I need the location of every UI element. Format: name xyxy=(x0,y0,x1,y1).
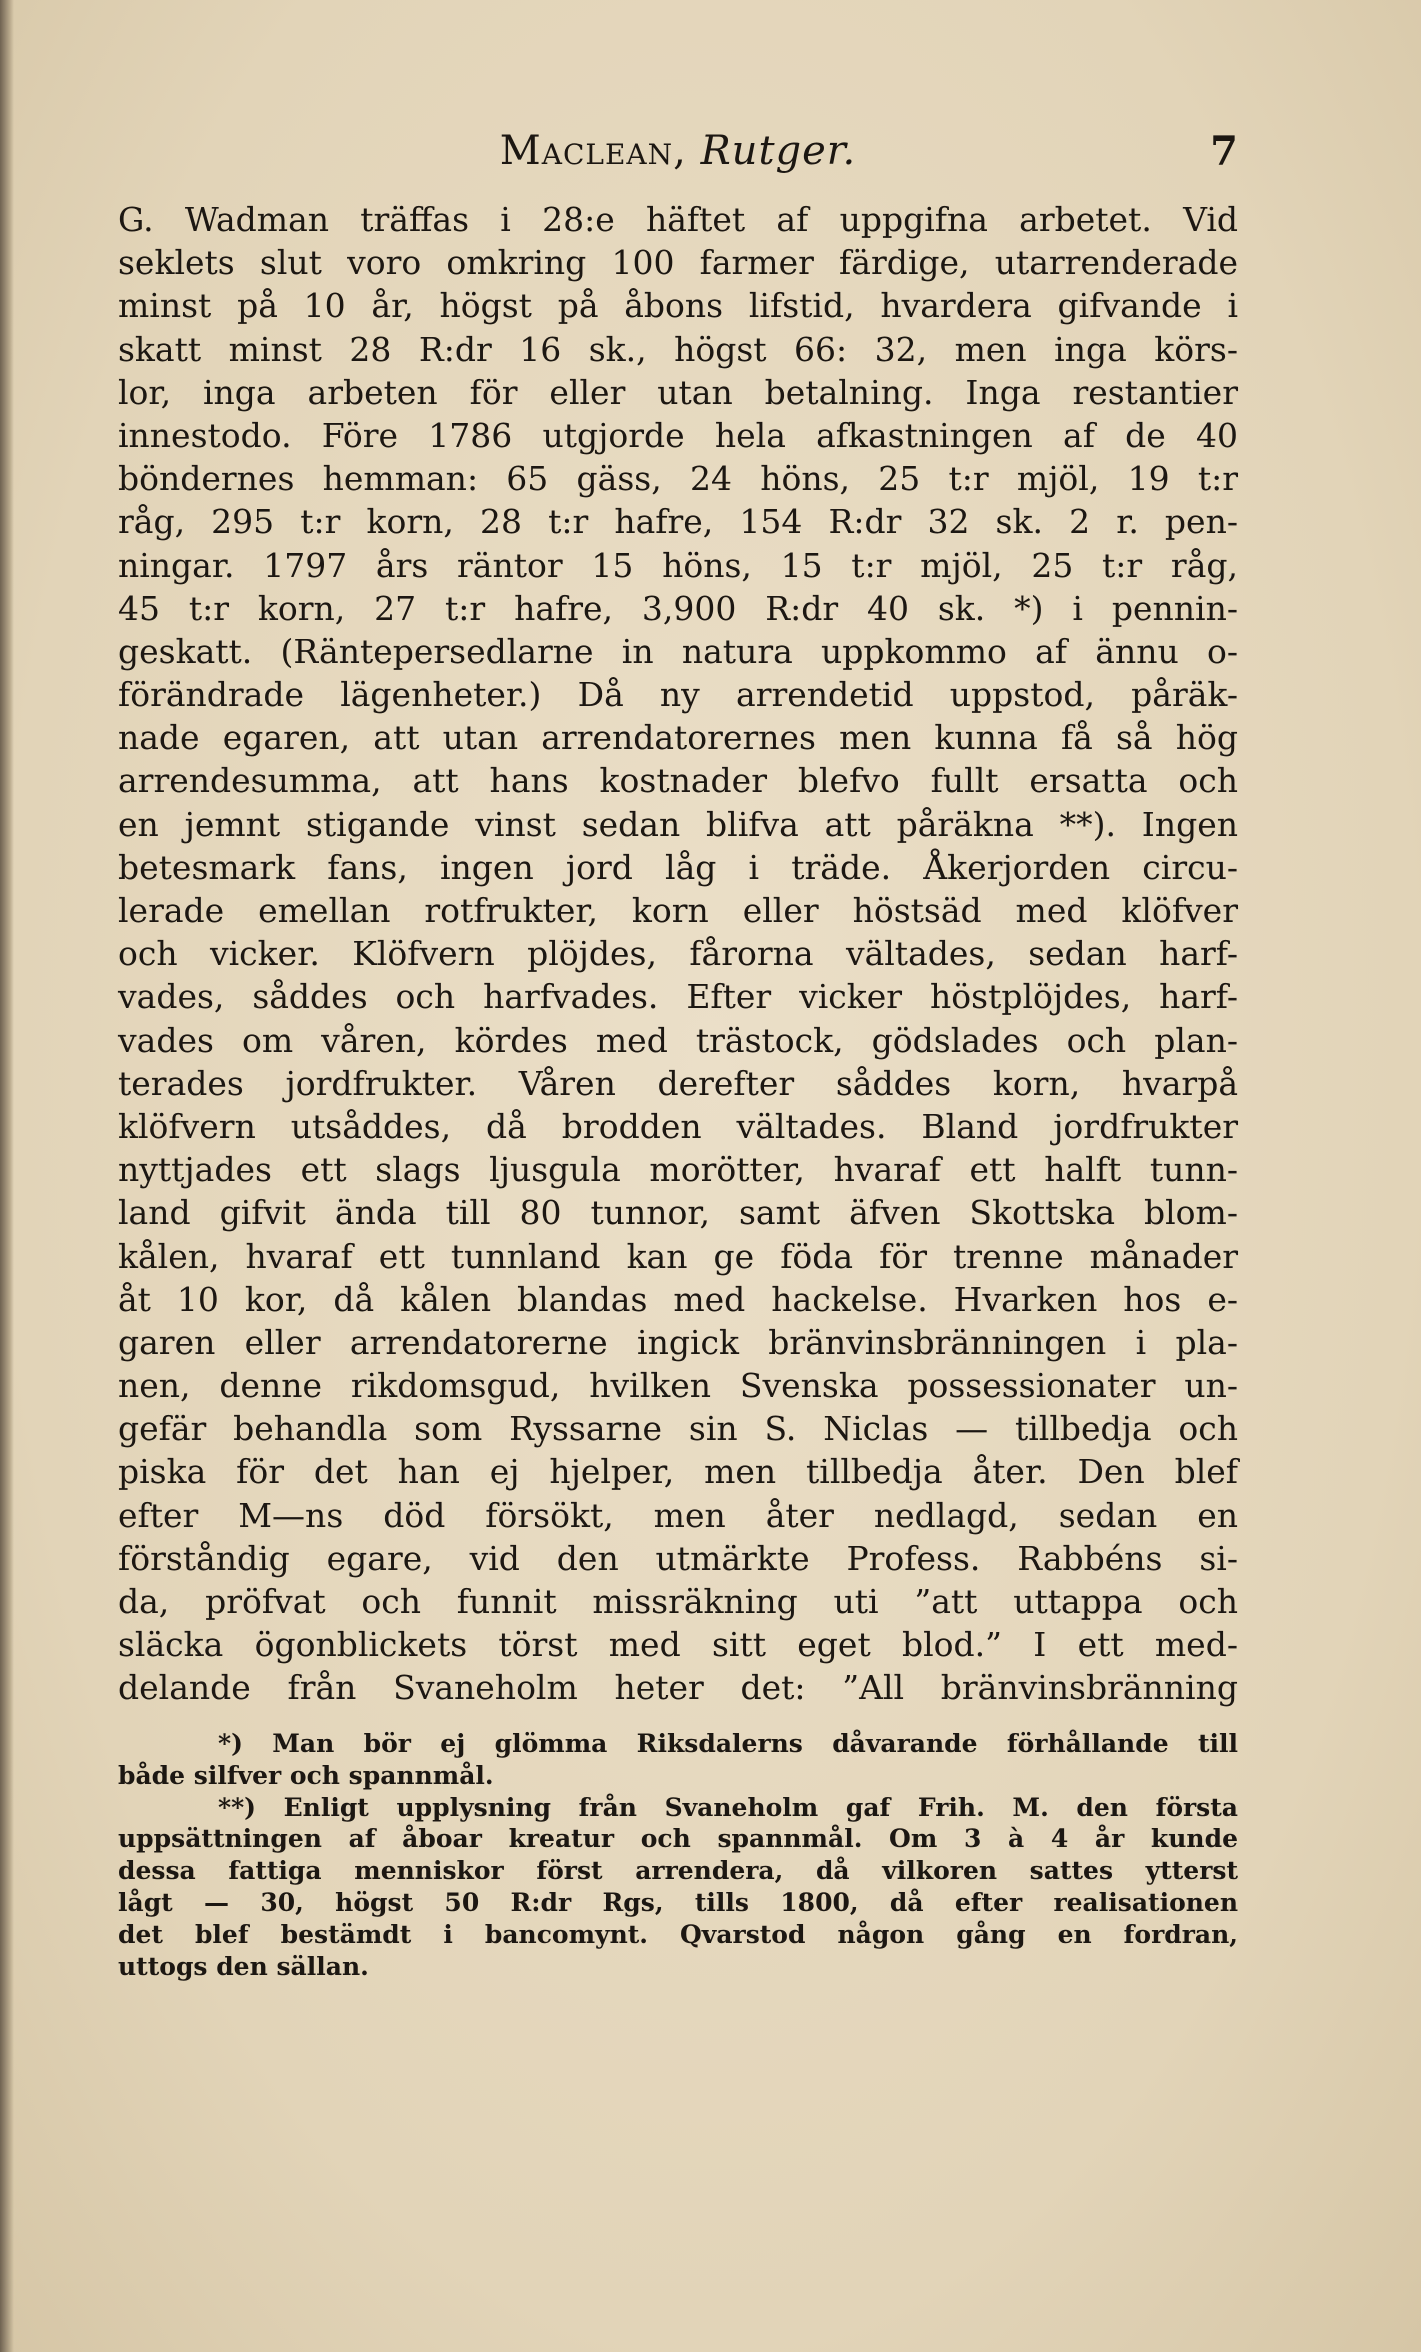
page-binding-edge xyxy=(0,0,14,2352)
footnote-line: *) Man bör ej glömma Riksdalerns dåvarande förhållande till xyxy=(218,1729,1238,1758)
text-line: åt 10 kor, då kålen blandas med hackelse. Hvarken hos e- xyxy=(118,1279,1238,1319)
text-line: klöfvern utsåddes, då brodden vältades. Bland jordfrukter xyxy=(118,1106,1238,1146)
text-line: gefär behandla som Ryssarne sin S. Niclas — tillbedja och xyxy=(118,1409,1238,1449)
footnote-line: uppsättningen af åboar kreatur och spannmål. Om 3 à 4 år kunde xyxy=(118,1824,1238,1854)
text-line: 45 t:r korn, 27 t:r hafre, 3,900 R:dr 40 sk. *) i pennin- xyxy=(118,588,1238,628)
text-line: vades om våren, kördes med trästock, gödslades och plan- xyxy=(118,1020,1238,1060)
text-line: förståndig egare, vid den utmärkte Profess. Rabbéns si- xyxy=(118,1538,1238,1578)
footnote-line: dessa fattiga menniskor först arrendera, då vilkoren sattes ytterst xyxy=(118,1856,1238,1886)
text-line: delande från Svaneholm heter det: ”All bränvinsbränning xyxy=(118,1668,1238,1708)
footnote-line: **) Enligt upplysning från Svaneholm gaf Frih. M. den första xyxy=(218,1792,1238,1822)
text-line: lerade emellan rotfrukter, korn eller höstsäd med klöfver xyxy=(118,891,1238,930)
text-line: piska för det han ej hjelper, men tillbedja åter. Den blef xyxy=(118,1452,1238,1492)
footnotes xyxy=(118,1728,1238,1982)
text-line: en jemnt stigande vinst sedan blifva att påräkna **). Ingen xyxy=(118,804,1238,844)
footnote-line: både silfver och spannmål. xyxy=(118,1760,494,1790)
text-line: och vicker. Klöfvern plöjdes, fårorna vältades, sedan harf- xyxy=(118,934,1238,974)
footnote-line: lågt — 30, högst 50 R:dr Rgs, tills 1800, då efter realisationen xyxy=(118,1887,1238,1917)
text-line: geskatt. (Räntepersedlarne in natura uppkommo af ännu o- xyxy=(118,631,1238,671)
body-text xyxy=(118,198,1238,1710)
text-line: böndernes hemman: 65 gäss, 24 höns, 25 t:r mjöl, 19 t:r xyxy=(118,459,1238,499)
page-header xyxy=(118,128,1238,180)
running-head-given-name: Rutger. xyxy=(700,128,857,174)
text-line: vades, såddes och harfvades. Efter vicker höstplöjdes, harf- xyxy=(118,977,1238,1017)
text-line: terades jordfrukter. Våren derefter såddes korn, hvarpå xyxy=(118,1063,1238,1103)
text-line: land gifvit ända till 80 tunnor, samt äfven Skottska blom- xyxy=(118,1193,1238,1233)
text-line: skatt minst 28 R:dr 16 sk., högst 66: 32, men inga körs- xyxy=(118,329,1238,369)
text-line: efter M—ns död försökt, men åter nedlagd, sedan en xyxy=(118,1495,1238,1535)
text-line: kålen, hvaraf ett tunnland kan ge föda för trenne månader xyxy=(118,1236,1238,1276)
text-line: minst på 10 år, högst på åbons lifstid, hvardera gifvande i xyxy=(118,286,1238,326)
text-line: seklets slut voro omkring 100 farmer färdige, utarrenderade xyxy=(118,243,1238,283)
text-line: G. Wadman träffas i 28:e häftet af uppgifna arbetet. Vid xyxy=(118,200,1238,239)
page-number: 7 xyxy=(1210,128,1238,175)
text-line: lor, inga arbeten för eller utan betalning. Inga restantier xyxy=(118,372,1238,412)
text-line: innestodo. Före 1786 utgjorde hela afkastningen af de 40 xyxy=(118,415,1238,455)
text-line: nen, denne rikdomsgud, hvilken Svenska possessionater un- xyxy=(118,1366,1238,1406)
running-head xyxy=(118,128,1238,174)
text-line: råg, 295 t:r korn, 28 t:r hafre, 154 R:dr 32 sk. 2 r. pen- xyxy=(118,502,1238,542)
text-line: nade egaren, att utan arrendatorernes men kunna få så hög xyxy=(118,718,1238,758)
text-line: betesmark fans, ingen jord låg i träde. Åkerjorden circu- xyxy=(118,847,1238,887)
text-line: nyttjades ett slags ljusgula morötter, hvaraf ett halft tunn- xyxy=(118,1150,1238,1190)
text-line: arrendesumma, att hans kostnader blefvo fullt ersatta och xyxy=(118,761,1238,801)
text-line: da, pröfvat och funnit missräkning uti ”att uttappa och xyxy=(118,1582,1238,1621)
footnote-line: uttogs den sällan. xyxy=(118,1951,369,1981)
footnote-line: det blef bestämdt i bancomynt. Qvarstod någon gång en fordran, xyxy=(118,1919,1238,1949)
text-line: garen eller arrendatorerne ingick bränvinsbränningen i pla- xyxy=(118,1322,1238,1362)
text-line: släcka ögonblickets törst med sitt eget blod.” I ett med- xyxy=(118,1625,1238,1665)
text-line: ningar. 1797 års räntor 15 höns, 15 t:r mjöl, 25 t:r råg, xyxy=(118,545,1238,585)
running-head-name: Maclean, xyxy=(499,128,687,174)
text-line: förändrade lägenheter.) Då ny arrendetid uppstod, påräk- xyxy=(118,675,1238,715)
